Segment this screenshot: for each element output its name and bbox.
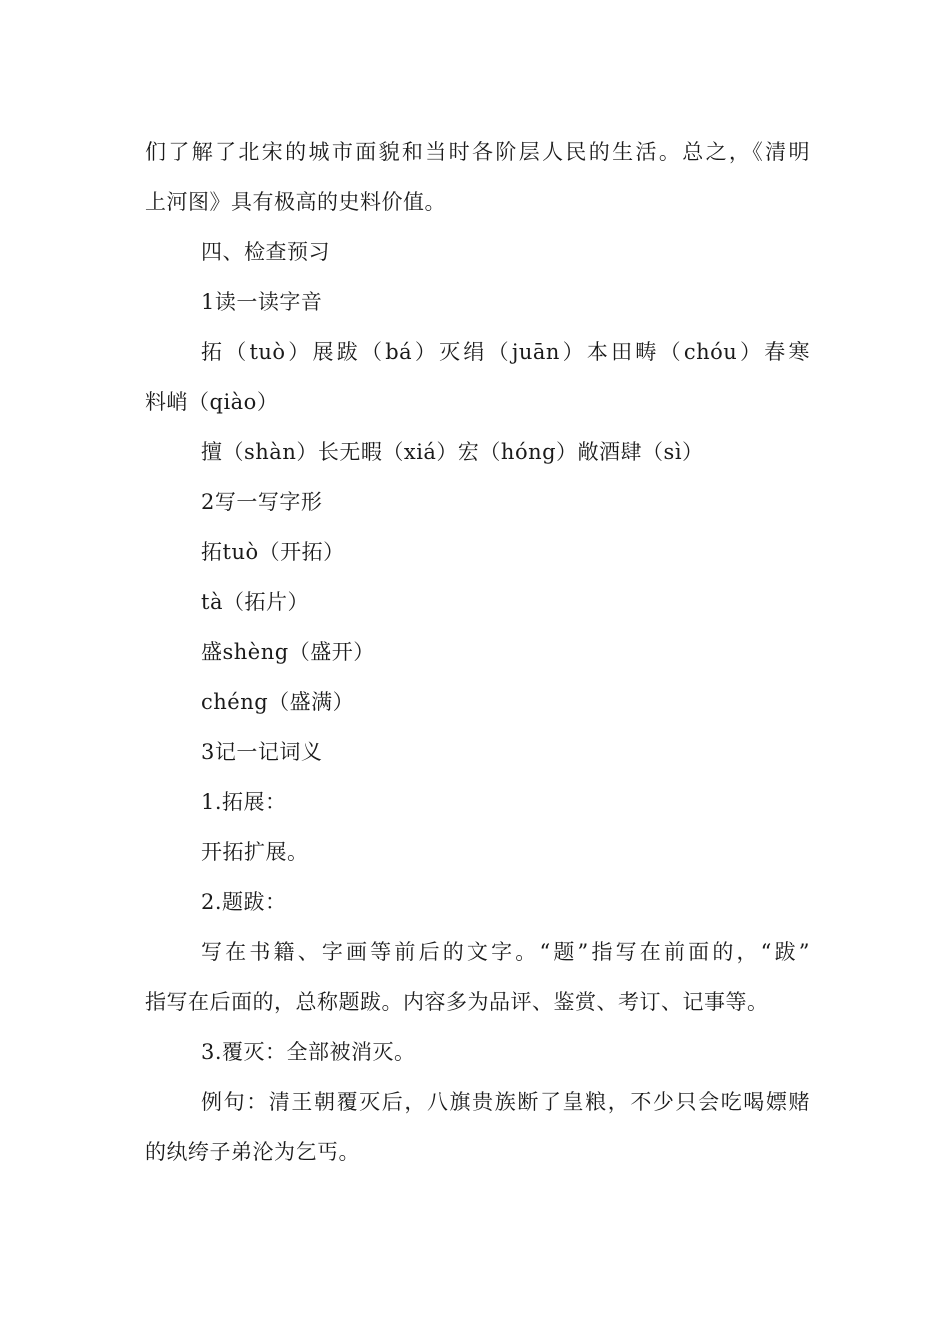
term-definition: 开拓扩展。 [201, 840, 309, 864]
character-form-item: tà（拓片） [201, 590, 309, 614]
term-definition-line-1: 写在书籍、字画等前后的文字。“题”指写在前面的，“跋” [201, 940, 810, 964]
subheading-word-meanings: 3记一记词义 [201, 740, 323, 764]
term-heading-with-definition: 3.覆灭：全部被消灭。 [201, 1040, 416, 1064]
pronunciation-line-1: 拓（tuò）展跋（bá）灭绢（juān）本田畴（chóu）春寒 [201, 340, 810, 364]
character-form-item: 盛shèng（盛开） [201, 640, 375, 664]
pronunciation-line-3: 擅（shàn）长无暇（xiá）宏（hóng）敞酒肆（sì） [201, 440, 704, 464]
subheading-write-characters: 2写一写字形 [201, 490, 323, 514]
subheading-read-pronunciation: 1读一读字音 [201, 290, 323, 314]
section-heading-preview-check: 四、检查预习 [201, 240, 330, 264]
example-sentence-line-2: 的纨绔子弟沦为乞丐。 [145, 1140, 360, 1164]
paragraph-line-2: 上河图》具有极高的史料价值。 [145, 190, 446, 214]
character-form-item: chéng（盛满） [201, 690, 355, 714]
document-body [145, 127, 810, 1177]
term-heading: 1.拓展： [201, 790, 287, 814]
pronunciation-line-2: 料峭（qiào） [145, 390, 279, 414]
character-form-item: 拓tuò（开拓） [201, 540, 345, 564]
term-heading: 2.题跋： [201, 890, 287, 914]
paragraph-line-1: 们了解了北宋的城市面貌和当时各阶层人民的生活。总之，《清明 [145, 140, 810, 164]
term-definition-line-2: 指写在后面的，总称题跋。内容多为品评、鉴赏、考订、记事等。 [145, 990, 769, 1014]
example-sentence-line-1: 例句：清王朝覆灭后，八旗贵族断了皇粮，不少只会吃喝嫖赌 [201, 1090, 810, 1114]
